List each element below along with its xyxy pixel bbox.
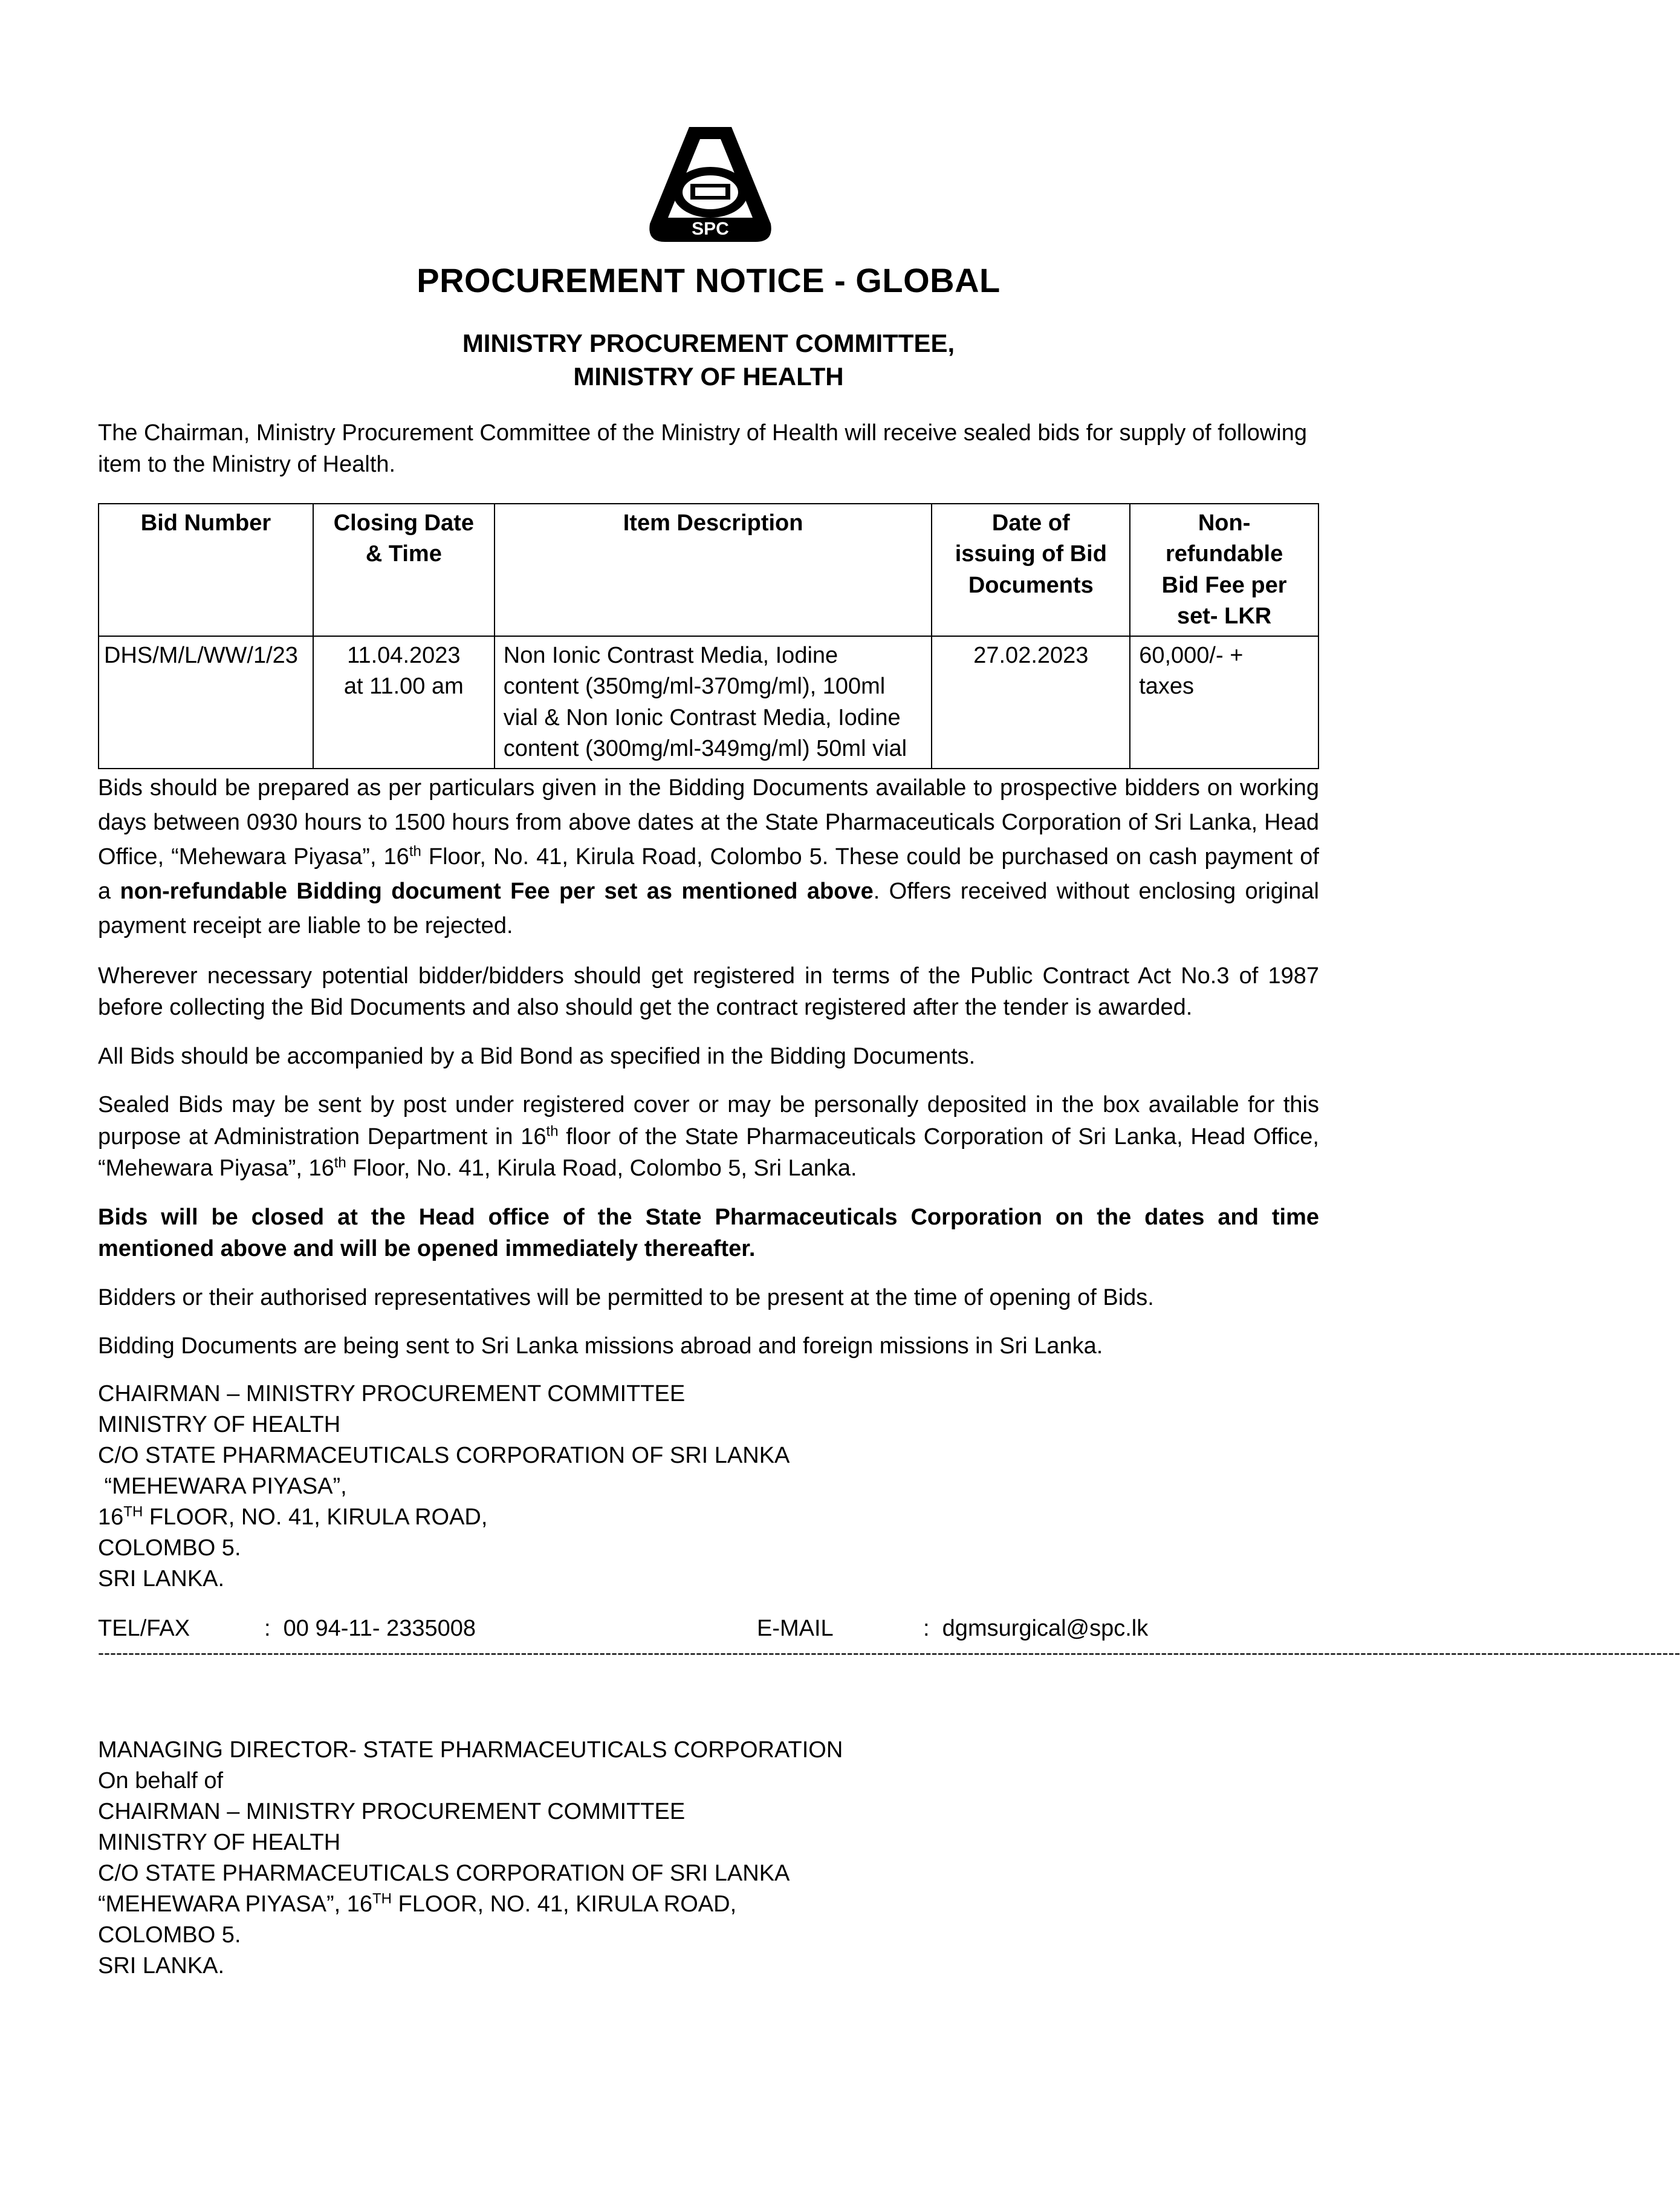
page-title: PROCUREMENT NOTICE - GLOBAL [417, 261, 1001, 299]
paragraph-sealed-bids: Sealed Bids may be sent by post under registered cover or may be personally deposited in the box available for this purpose at Administration Department in 16th floor of the State Pharmaceuticals Corporation of Sri Lanka, Head Office, “Mehewara Piyasa”, 16th Floor, No. 41, Kirula Road, Colombo 5, Sri Lanka. [98, 1092, 1319, 1182]
separator-line: ---------------------------------------------------------------------------------------------------------------------------------------------------------------------------------------------------------------------------------------------------------------------- [98, 1643, 1680, 1664]
bid-table [98, 503, 1319, 769]
tel-label: TEL/FAX [98, 1615, 190, 1641]
contact-line [98, 1613, 1319, 1644]
committee-line-2: MINISTRY OF HEALTH [573, 362, 844, 391]
tel-value: : 00 94-11- 2335008 [264, 1615, 476, 1641]
address-block-1: CHAIRMAN – MINISTRY PROCUREMENT COMMITTEE MINISTRY OF HEALTH C/O STATE PHARMACEUTICALS CORPORATION OF SRI LANKA “MEHEWARA PIYASA”, 16TH FLOOR, NO. 41, KIRULA ROAD, COLOMBO 5. SRI LANKA. [98, 1381, 790, 1592]
paragraph-closing: Bids will be closed at the Head office of the State Pharmaceuticals Corporation on the dates and time mentioned above and will be opened immediately thereafter. [98, 1204, 1319, 1262]
cell-issue-date: 27.02.2023 [932, 636, 1130, 769]
logo-text: SPC [692, 219, 729, 239]
paragraph-missions: Bidding Documents are being sent to Sri Lanka missions abroad and foreign missions in Sri Lanka. [98, 1333, 1103, 1359]
email-label: E-MAIL [757, 1615, 834, 1641]
cell-bid-number: DHS/M/L/WW/1/23 [99, 636, 313, 769]
header-closing-date: Closing Date & Time [313, 504, 495, 636]
email-value[interactable]: : dgmsurgical@spc.lk [923, 1615, 1149, 1641]
table-row [99, 636, 1318, 769]
paragraph-bid-bond: All Bids should be accompanied by a Bid Bond as specified in the Bidding Documents. [98, 1043, 976, 1069]
spc-logo [647, 121, 774, 245]
table-header-row [99, 504, 1318, 636]
header-item-description: Item Description [495, 504, 932, 636]
paragraph-registration: Wherever necessary potential bidder/bidders should get registered in terms of the Public Contract Act No.3 of 1987 before collecting the Bid Documents and also should get the contract registered after the tender is awarded. [98, 963, 1319, 1021]
intro-paragraph: The Chairman, Ministry Procurement Committee of the Ministry of Health will receive sealed bids for supply of following item to the Ministry of Health. [98, 420, 1308, 478]
cell-bid-fee: 60,000/- + taxes [1130, 636, 1318, 769]
notice-body [98, 771, 1680, 1981]
paragraph-bidding-documents: Bids should be prepared as per particulars given in the Bidding Documents available to prospective bidders on working days between 0930 hours to 1500 hours from above dates at the State Pharmaceuticals Corporation of Sri Lanka, Head Office, “Mehewara Piyasa”, 16th Floor, No. 41, Kirula Road, Colombo 5. These could be purchased on cash payment of a non-refundable Bidding document Fee per set as mentioned above. Offers received without enclosing original payment receipt are liable to be rejected. [98, 775, 1319, 938]
cell-item-description: Non Ionic Contrast Media, Iodine content (350mg/ml-370mg/ml), 100ml vial & Non Ionic Contrast Media, Iodine content (300mg/ml-349mg/ml) 50ml vial [495, 636, 932, 769]
cell-closing-date: 11.04.2023 at 11.00 am [313, 636, 495, 769]
header-bid-fee: Non- refundable Bid Fee per set- LKR [1130, 504, 1318, 636]
spc-logo-icon [647, 121, 774, 245]
header-bid-number: Bid Number [99, 504, 313, 636]
committee-line-1: MINISTRY PROCUREMENT COMMITTEE, [462, 329, 955, 357]
address-block-2: MANAGING DIRECTOR- STATE PHARMACEUTICALS CORPORATION On behalf of CHAIRMAN – MINISTRY PROCUREMENT COMMITTEE MINISTRY OF HEALTH C/O STATE PHARMACEUTICALS CORPORATION OF SRI LANKA “MEHEWARA PIYASA”, 16TH FLOOR, NO. 41, KIRULA ROAD, COLOMBO 5. SRI LANKA. [98, 1737, 843, 1979]
committee-heading [98, 327, 1319, 394]
paragraph-attendance: Bidders or their authorised representatives will be permitted to be present at the time of opening of Bids. [98, 1284, 1154, 1310]
header-issue-date: Date of issuing of Bid Documents [932, 504, 1130, 636]
